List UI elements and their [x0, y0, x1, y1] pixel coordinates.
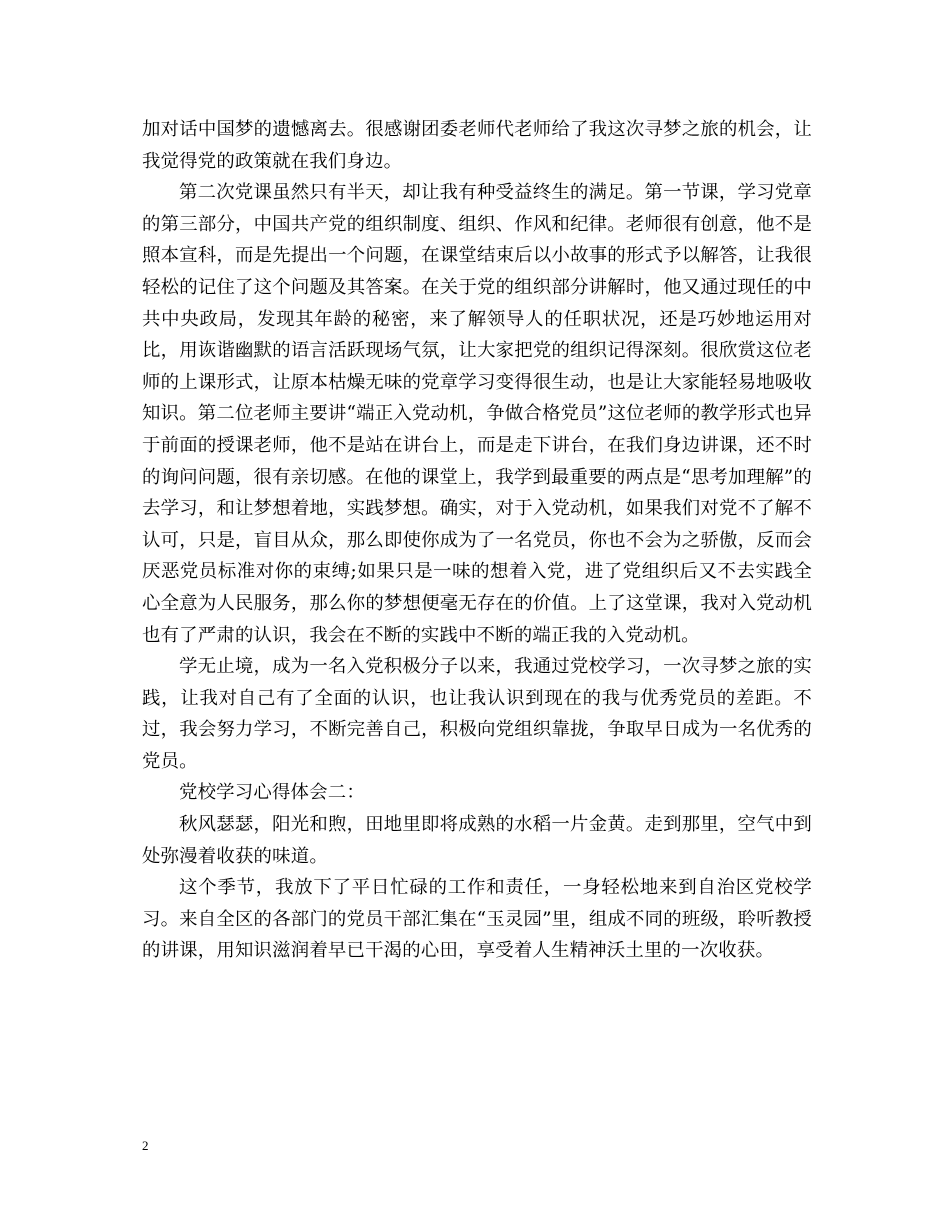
paragraph-4: 秋风瑟瑟，阳光和煦，田地里即将成熟的水稻一片金黄。走到那里，空气中到处弥漫着收获的味道。: [142, 814, 812, 867]
paragraph-3: 学无止境，成为一名入党积极分子以来，我通过党校学习，一次寻梦之旅的实践，让我对自己有了全面的认识，也让我认识到现在的我与优秀党员的差距。不过，我会努力学习，不断完善自己，积极向党组织靠拢，争取早日成为一名优秀的党员。: [142, 656, 812, 772]
paragraph-2: 第二次党课虽然只有半天，却让我有种受益终生的满足。第一节课，学习党章的第三部分，中国共产党的组织制度、组织、作风和纪律。老师很有创意，他不是照本宣科，而是先提出一个问题，在课堂结束后以小故事的形式予以解答，让我很轻松的记住了这个问题及其答案。在关于党的组织部分讲解时，他又通过现任的中共中央政局，发现其年龄的秘密，来了解领导人的任职状况，还是巧妙地运用对比，用诙谐幽默的语言活跃现场气氛，让大家把党的组织记得深刻。很欣赏这位老师的上课形式，让原本枯燥无味的党章学习变得很生动，也是让大家能轻易地吸收知识。第二位老师主要讲“端正入党动机，争做合格党员”这位老师的教学形式也异于前面的授课老师，他不是站在讲台上，而是走下讲台，在我们身边讲课，还不时的询问问题，很有亲切感。在他的课堂上，我学到最重要的两点是“思考加理解”的去学习，和让梦想着地，实践梦想。确实，对于入党动机，如果我们对党不了解不认可，只是，盲目从众，那么即使你成为了一名党员，你也不会为之骄傲，反而会厌恶党员标准对你的束缚;如果只是一味的想着入党，进了党组织后又不去实践全心全意为人民服务，那么你的梦想便毫无存在的价值。上了这堂课，我对入党动机也有了严肃的认识，我会在不断的实践中不断的端正我的入党动机。: [142, 182, 812, 646]
section-heading: 党校学习心得体会二：: [179, 782, 365, 804]
document-body: [142, 114, 812, 967]
paragraph-1: 加对话中国梦的遗憾离去。很感谢团委老师代老师给了我这次寻梦之旅的机会，让我觉得党的政策就在我们身边。: [142, 119, 812, 172]
page-number: 2: [142, 1138, 149, 1153]
paragraph-5: 这个季节，我放下了平日忙碌的工作和责任，一身轻松地来到自治区党校学习。来自全区的各部门的党员干部汇集在“玉灵园”里，组成不同的班级，聆听教授的讲课，用知识滋润着早已干渴的心田，享受着人生精神沃土里的一次收获。: [142, 877, 812, 962]
